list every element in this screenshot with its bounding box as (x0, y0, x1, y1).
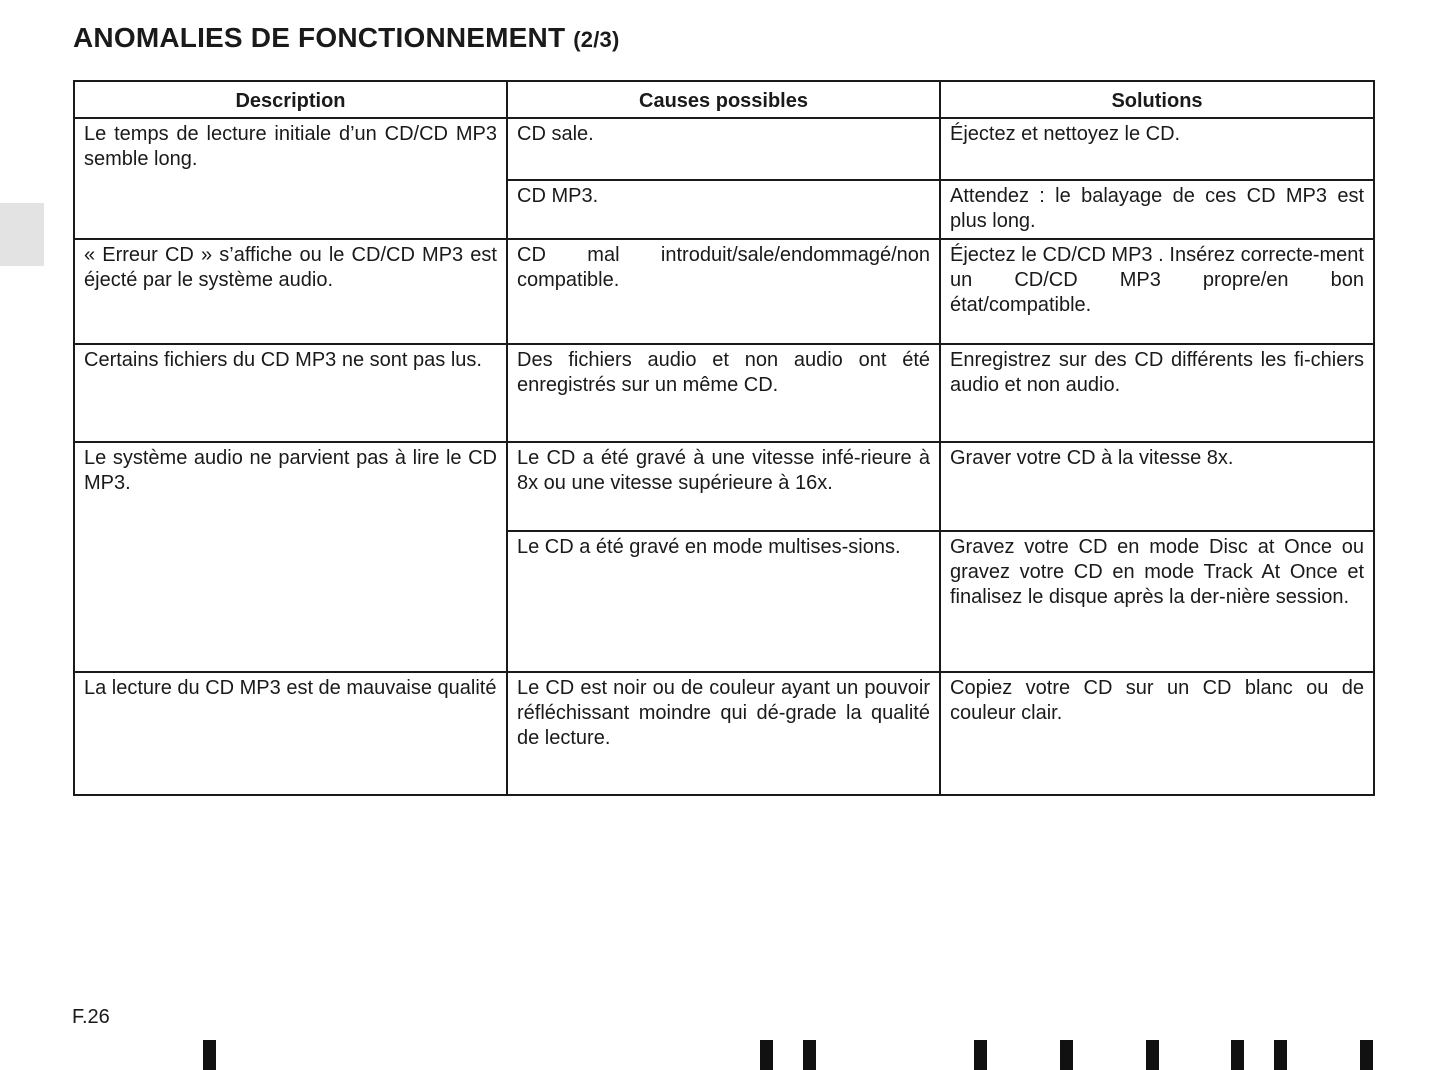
cause-cell: CD sale. (507, 118, 940, 180)
table-row (74, 442, 1374, 531)
cause-cell: Le CD a été gravé à une vitesse infé-rieure à 8x ou une vitesse supérieure à 16x. (507, 442, 940, 531)
table-row (74, 672, 1374, 795)
print-mark (1360, 1040, 1373, 1070)
print-mark (1231, 1040, 1244, 1070)
table-header-row (74, 81, 1374, 118)
page-title (73, 22, 620, 54)
solution-cell: Graver votre CD à la vitesse 8x. (940, 442, 1374, 531)
section-tab (0, 203, 44, 266)
print-mark (1060, 1040, 1073, 1070)
table-row (74, 344, 1374, 442)
page-title-text: ANOMALIES DE FONCTIONNEMENT (73, 22, 566, 53)
solution-cell: Éjectez le CD/CD MP3 . Insérez correcte-ment un CD/CD MP3 propre/en bon état/compatible. (940, 239, 1374, 344)
cause-cell: Le CD a été gravé en mode multises-sions. (507, 531, 940, 672)
header-description: Description (74, 81, 507, 118)
header-causes: Causes possibles (507, 81, 940, 118)
header-solutions: Solutions (940, 81, 1374, 118)
solution-cell: Attendez : le balayage de ces CD MP3 est plus long. (940, 180, 1374, 239)
solution-cell: Gravez votre CD en mode Disc at Once ou gravez votre CD en mode Track At Once et finalisez le disque après la der-nière session. (940, 531, 1374, 672)
print-mark (1274, 1040, 1287, 1070)
page-title-part: (2/3) (573, 27, 620, 52)
print-mark (760, 1040, 773, 1070)
solution-cell: Copiez votre CD sur un CD blanc ou de couleur clair. (940, 672, 1374, 795)
description-cell: La lecture du CD MP3 est de mauvaise qualité (74, 672, 507, 795)
table-row (74, 118, 1374, 180)
description-cell: Certains fichiers du CD MP3 ne sont pas lus. (74, 344, 507, 442)
print-mark (803, 1040, 816, 1070)
cause-cell: CD mal introduit/sale/endommagé/non compatible. (507, 239, 940, 344)
cause-cell: CD MP3. (507, 180, 940, 239)
cause-cell: Le CD est noir ou de couleur ayant un pouvoir réfléchissant moindre qui dé-grade la qualité de lecture. (507, 672, 940, 795)
page-number: F.26 (72, 1006, 110, 1028)
cause-cell: Des fichiers audio et non audio ont été enregistrés sur un même CD. (507, 344, 940, 442)
print-mark (1146, 1040, 1159, 1070)
print-mark (203, 1040, 216, 1070)
description-cell: Le temps de lecture initiale d’un CD/CD MP3 semble long. (74, 118, 507, 239)
description-cell: « Erreur CD » s’affiche ou le CD/CD MP3 est éjecté par le système audio. (74, 239, 507, 344)
solution-cell: Enregistrez sur des CD différents les fi-chiers audio et non audio. (940, 344, 1374, 442)
print-mark (974, 1040, 987, 1070)
solution-cell: Éjectez et nettoyez le CD. (940, 118, 1374, 180)
table-row (74, 239, 1374, 344)
description-cell: Le système audio ne parvient pas à lire le CD MP3. (74, 442, 507, 672)
troubleshooting-table (73, 80, 1375, 796)
